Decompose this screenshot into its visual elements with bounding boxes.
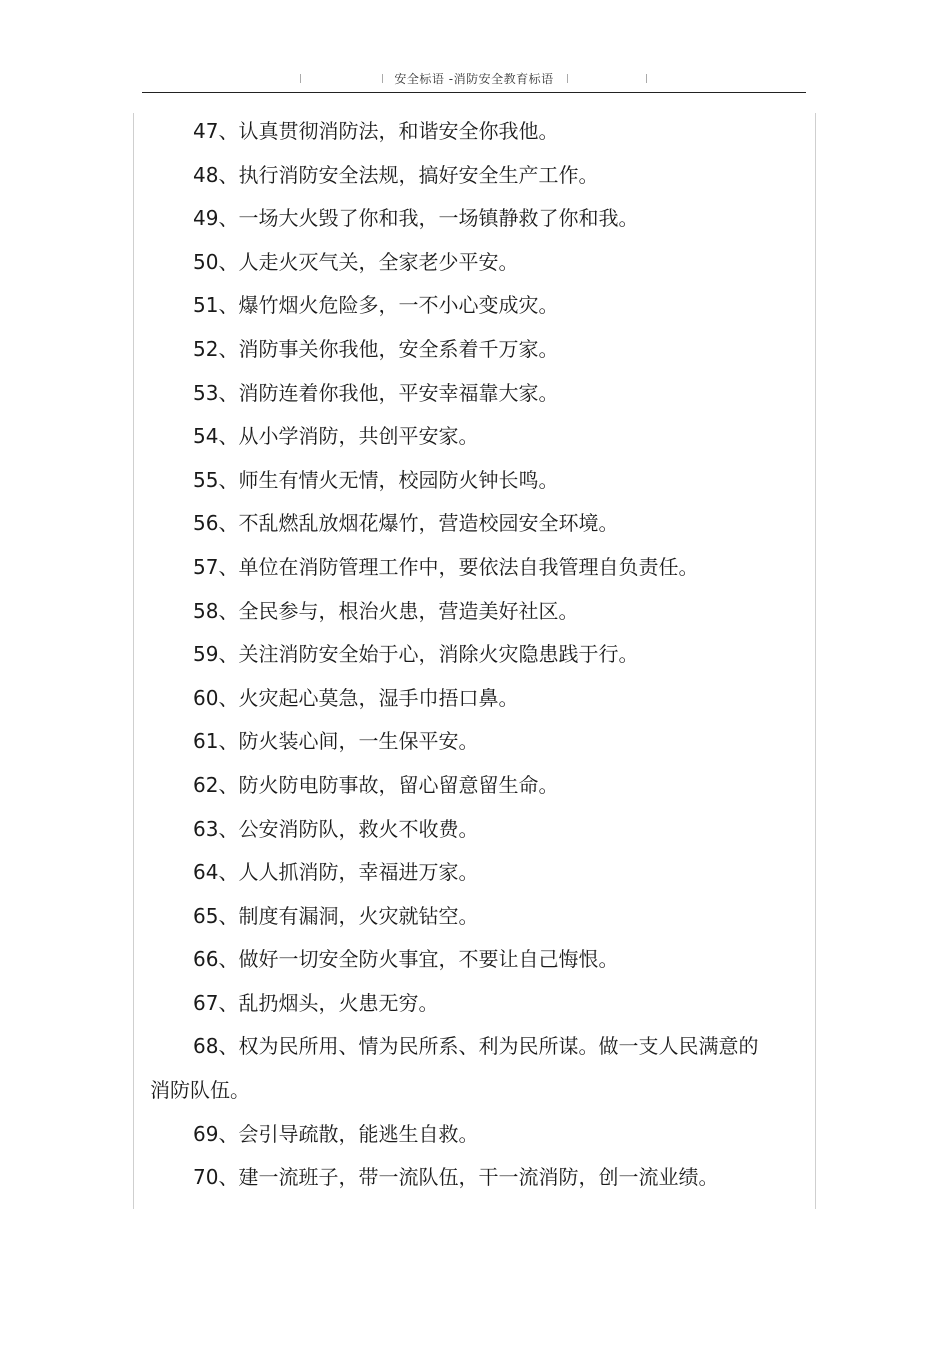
slogan-item: 49、一场大火毁了你和我，一场镇静救了你和我。 [193,206,639,231]
slogan-item: 47、认真贯彻消防法，和谐安全你我他。 [193,119,559,143]
left-margin-line [133,113,134,1209]
slogan-item: 61、防火装心间，一生保平安。 [193,729,479,754]
slogan-item: 64、人人抓消防，幸福进万家。 [193,860,479,885]
slogan-item: 51、爆竹烟火危险多，一不小心变成灾。 [193,293,559,318]
slogan-item: 62、防火防电防事故，留心留意留生命。 [193,772,559,797]
slogan-item: 54、从小学消防，共创平安家。 [193,424,479,449]
slogan-item: 57、单位在消防管理工作中，要依法自我管理自负责任。 [193,554,699,579]
slogan-item: 53、消防连着你我他，平安幸福靠大家。 [193,380,559,405]
header-title: 安全标语 -消防安全教育标语 [394,72,554,86]
slogan-item: 68、权为民所用、情为民所系、利为民所谋。做一支人民满意的消防队伍。 [150,1034,759,1103]
slogan-item: 60、火灾起心莫急，湿手巾捂口鼻。 [193,685,519,710]
slogan-item: 66、做好一切安全防火事宜，不要让自己悔恨。 [193,947,619,972]
slogan-item: 50、人走火灭气关，全家老少平安。 [193,249,519,274]
slogan-item: 67、乱扔烟头，火患无穷。 [193,990,439,1015]
slogan-item: 70、建一流班子，带一流队伍，干一流消防，创一流业绩。 [193,1165,719,1190]
page-header [142,64,806,93]
slogan-item: 48、执行消防安全法规，搞好安全生产工作。 [193,162,599,187]
slogan-item: 56、不乱燃乱放烟花爆竹，营造校园安全环境。 [193,511,619,536]
slogan-item: 58、全民参与，根治火患，营造美好社区。 [193,598,579,623]
slogan-item: 69、会引导疏散，能逃生自救。 [193,1121,479,1146]
slogan-item: 63、公安消防队，救火不收费。 [193,816,479,841]
slogan-item: 59、关注消防安全始于心，消除火灾隐患践于行。 [193,642,639,667]
slogan-item: 52、消防事关你我他，安全系着千万家。 [193,336,559,361]
slogan-item: 65、制度有漏洞，火灾就钻空。 [193,903,479,928]
slogan-item: 55、师生有情火无情，校园防火钟长鸣。 [193,467,559,492]
slogan-list [150,110,768,1200]
right-margin-line [815,113,816,1209]
